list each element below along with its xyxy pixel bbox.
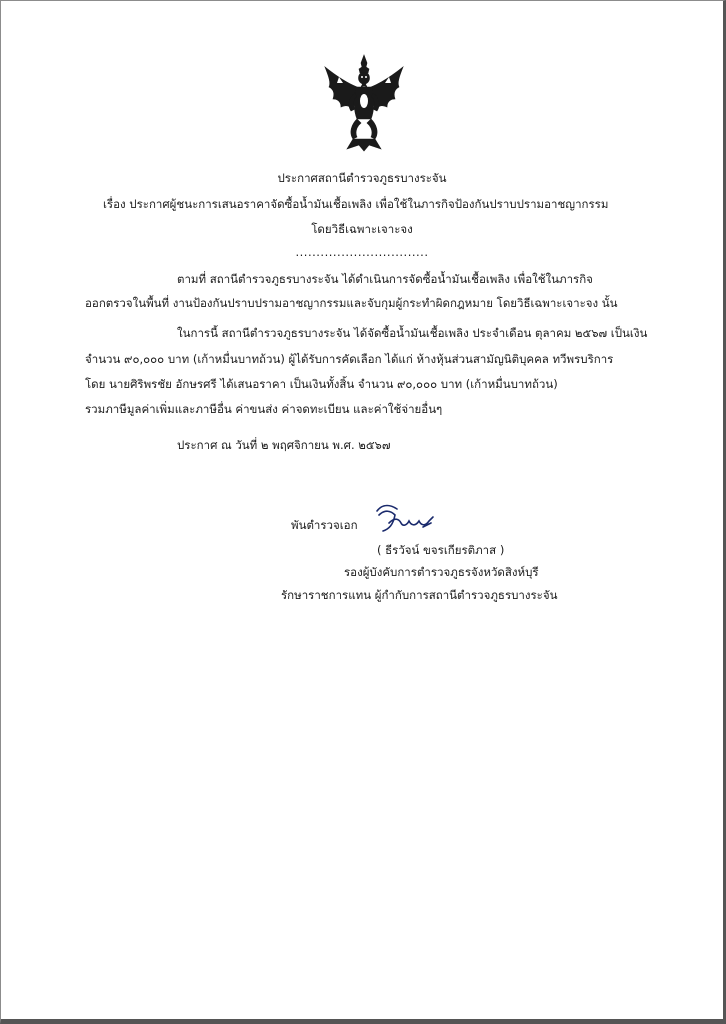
paragraph-2-line-3: โดย นายศิริพรชัย อักษรศรี ได้เสนอราคา เป็นเงินทั้งสิ้น จำนวน ๙๐,๐๐๐ บาท (เก้าหมื่นบาทถ้วน) [85, 377, 558, 391]
signature-icon [371, 501, 441, 535]
subject-line-2: โดยวิธีเฉพาะเจาะจง [311, 222, 413, 236]
paragraph-2-line-4: รวมภาษีมูลค่าเพิ่มและภาษีอื่น ค่าขนส่ง ค่าจดทะเบียน และค่าใช้จ่ายอื่นๆ [85, 402, 443, 416]
subject-line-1: เรื่อง ประกาศผู้ชนะการเสนอราคาจัดซื้อน้ำมันเชื้อเพลิง เพื่อใช้ในภารกิจป้องกันปราบปรามอาชญากรรม [103, 197, 609, 211]
separator-dots: ................................ [295, 245, 429, 259]
paragraph-2-line-1: ในการนี้ สถานีตำรวจภูธรบางระจัน ได้จัดซื้อน้ำมันเชื้อเพลิง ประจำเดือน ตุลาคม ๒๕๖๗ เป็นเงิน [177, 326, 648, 340]
announcement-title: ประกาศสถานีตำรวจภูธรบางระจัน [277, 171, 447, 185]
paragraph-1-line-1: ตามที่ สถานีตำรวจภูธรบางระจัน ได้ดำเนินการจัดซื้อน้ำมันเชื้อเพลิง เพื่อใช้ในภารกิจ [177, 272, 593, 286]
announcement-date: ประกาศ ณ วันที่ ๒ พฤศจิกายน พ.ศ. ๒๕๖๗ [177, 438, 391, 452]
garuda-emblem-icon [319, 53, 409, 153]
signer-name: ( ธีรวัจน์ ขจรเกียรติภาส ) [377, 543, 505, 557]
paragraph-1-line-2: ออกตรวจในพื้นที่ งานป้องกันปราบปรามอาชญากรรมและจับกุมผู้กระทำผิดกฎหมาย โดยวิธีเฉพาะเจาะจง นั้น [85, 296, 618, 310]
paragraph-2-line-2: จำนวน ๙๐,๐๐๐ บาท (เก้าหมื่นบาทถ้วน) ผู้ได้รับการคัดเลือก ได้แก่ ห้างหุ้นส่วนสามัญนิติบุคคล ทวีพรบริการ [85, 352, 614, 366]
signer-rank: พันตำรวจเอก [291, 518, 358, 532]
signer-position-1: รองผู้บังคับการตำรวจภูธรจังหวัดสิงห์บุรี [344, 565, 539, 579]
signer-position-2: รักษาราชการแทน ผู้กำกับการสถานีตำรวจภูธรบางระจัน [281, 588, 558, 602]
